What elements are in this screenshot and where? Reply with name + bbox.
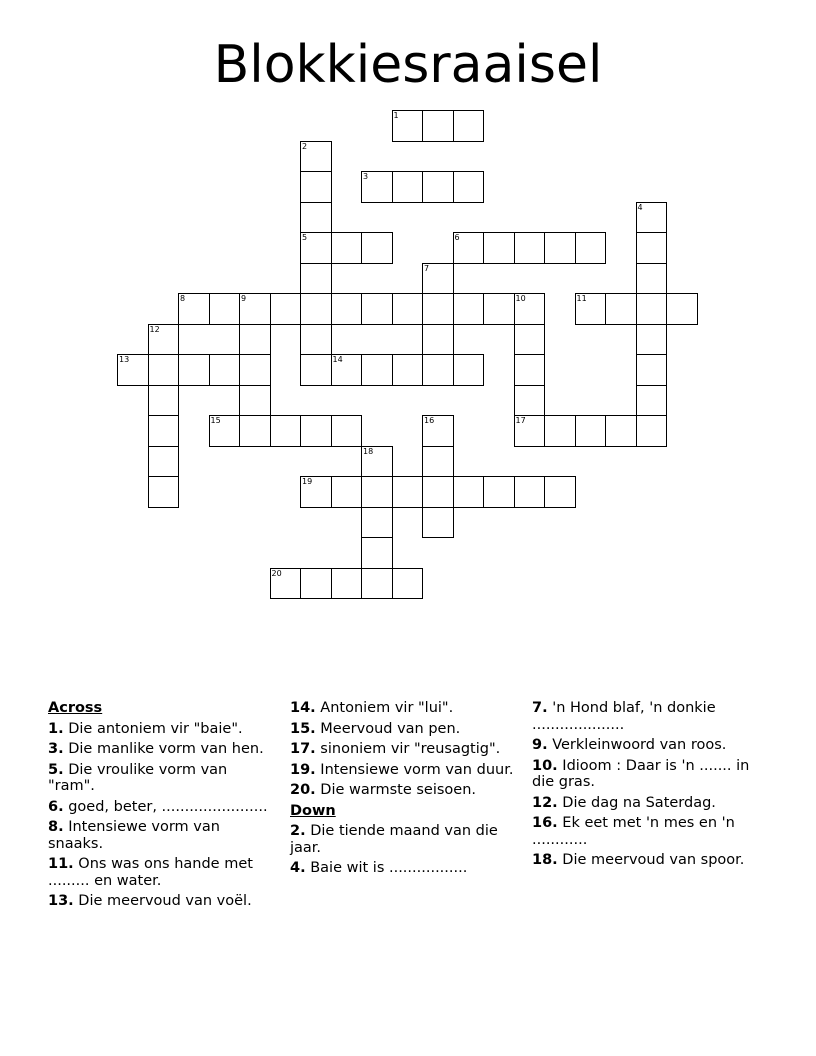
clue-text: Die manlike vorm van hen. (63, 741, 264, 757)
clue-item (48, 893, 278, 910)
clue-item (290, 860, 515, 877)
grid-cell[interactable] (636, 385, 668, 417)
grid-cell[interactable] (361, 476, 393, 508)
cell-number: 11 (576, 294, 587, 303)
clue-text: Die warmste seisoen. (315, 782, 477, 798)
clue-item (290, 823, 515, 856)
grid-cell[interactable] (178, 293, 210, 325)
clue-text: Die antoniem vir "baie". (63, 720, 243, 737)
grid-cell[interactable] (331, 568, 363, 600)
clue-number: 9. (532, 737, 548, 753)
grid-cell[interactable] (453, 354, 485, 386)
grid-cell[interactable] (361, 354, 393, 386)
grid-cell[interactable] (300, 324, 332, 356)
grid-cell[interactable] (392, 476, 424, 508)
grid-cell[interactable] (575, 415, 607, 447)
clue-number: 5. (48, 761, 64, 778)
clue-text: Intensiewe vorm van duur. (315, 761, 514, 778)
cell-number: 3 (363, 172, 369, 181)
cell-number: 1 (393, 111, 399, 120)
clue-item (48, 856, 278, 889)
grid-cell[interactable] (300, 354, 332, 386)
grid-cell[interactable] (361, 507, 393, 539)
clue-text: Ons was ons hande met ......... en water. (48, 856, 253, 889)
grid-cell[interactable] (148, 385, 180, 417)
clue-text: Intensiewe vorm van snaaks. (48, 819, 220, 852)
clue-text: Verkleinwoord van roos. (547, 737, 727, 753)
grid-cell[interactable] (453, 293, 485, 325)
grid-cell[interactable] (392, 293, 424, 325)
cell-number: 14 (332, 355, 343, 364)
cell-number: 7 (424, 263, 430, 273)
clue-number: 4. (290, 860, 306, 876)
grid-cell[interactable] (331, 232, 363, 264)
clue-item (532, 700, 762, 733)
clue-number: 13. (48, 893, 74, 909)
cell-number: 4 (637, 202, 643, 212)
clue-number: 2. (290, 823, 306, 839)
clue-number: 1. (48, 720, 64, 737)
clue-text: Meervoud van pen. (315, 720, 461, 737)
grid-cell[interactable] (605, 293, 637, 325)
clue-number: 15. (290, 720, 316, 737)
grid-cell[interactable] (392, 110, 424, 142)
clues-column-2 (290, 700, 515, 881)
page-title: Blokkiesraaisel (213, 35, 603, 95)
clue-text: Die tiende maand van die jaar. (290, 823, 498, 856)
clue-number: 20. (290, 782, 316, 798)
grid-cell[interactable] (636, 293, 668, 325)
grid-cell[interactable] (453, 476, 485, 508)
grid-cell[interactable] (453, 110, 485, 142)
grid-cell[interactable] (178, 354, 210, 386)
clue-text: Baie wit is ................. (305, 860, 468, 876)
clue-item (48, 762, 278, 795)
clue-item (532, 737, 762, 754)
cell-number: 6 (454, 233, 460, 242)
grid-cell[interactable] (148, 476, 180, 508)
grid-cell[interactable] (483, 476, 515, 508)
cell-number: 2 (302, 141, 308, 151)
cell-number: 17 (515, 416, 526, 425)
grid-cell[interactable] (300, 141, 332, 173)
clue-item (290, 782, 515, 799)
grid-cell[interactable] (361, 232, 393, 264)
grid-cell[interactable] (605, 415, 637, 447)
grid-cell[interactable] (514, 324, 546, 356)
grid-cell[interactable] (514, 232, 546, 264)
grid-cell[interactable] (422, 110, 454, 142)
clue-number: 7. (532, 700, 548, 716)
grid-cell[interactable] (483, 232, 515, 264)
grid-cell[interactable] (544, 476, 576, 508)
grid-cell[interactable] (422, 354, 454, 386)
clue-number: 12. (532, 794, 558, 811)
cell-number: 20 (271, 568, 282, 578)
grid-cell[interactable] (636, 202, 668, 234)
cell-number: 8 (180, 294, 186, 303)
clue-text: Die meervoud van voël. (73, 893, 252, 909)
grid-cell[interactable] (300, 476, 332, 508)
grid-cell[interactable] (148, 324, 180, 356)
clue-number: 14. (290, 700, 316, 716)
grid-cell[interactable] (422, 171, 454, 203)
grid-cell[interactable] (514, 354, 546, 386)
grid-cell[interactable] (422, 324, 454, 356)
grid-cell[interactable] (270, 568, 302, 600)
grid-cell[interactable] (239, 293, 271, 325)
grid-cell[interactable] (361, 446, 393, 478)
clue-number: 17. (290, 741, 316, 757)
clues-column-1 (48, 700, 278, 914)
grid-cell[interactable] (270, 415, 302, 447)
clue-item (290, 762, 515, 779)
grid-cell[interactable] (544, 232, 576, 264)
grid-cell[interactable] (300, 293, 332, 325)
grid-cell[interactable] (422, 415, 454, 447)
grid-cell[interactable] (514, 293, 546, 325)
grid-cell[interactable] (636, 232, 668, 264)
grid-cell[interactable] (300, 232, 332, 264)
grid-cell[interactable] (666, 293, 698, 325)
grid-cell[interactable] (209, 293, 241, 325)
grid-cell[interactable] (453, 232, 485, 264)
clue-item (290, 741, 515, 758)
grid-cell[interactable] (300, 263, 332, 295)
grid-cell[interactable] (239, 385, 271, 417)
clue-text: 'n Hond blaf, 'n donkie .................... (532, 700, 716, 733)
clue-number: 18. (532, 852, 558, 868)
grid-cell[interactable] (514, 476, 546, 508)
down-heading: Down (290, 802, 336, 819)
clue-number: 3. (48, 741, 64, 757)
clue-item (532, 815, 762, 848)
grid-cell[interactable] (514, 415, 546, 447)
grid-cell[interactable] (331, 476, 363, 508)
clue-number: 11. (48, 856, 74, 872)
cell-number: 5 (302, 233, 308, 242)
grid-cell[interactable] (331, 415, 363, 447)
grid-cell[interactable] (422, 476, 454, 508)
grid-cell[interactable] (117, 354, 149, 386)
clue-item (290, 700, 515, 717)
cell-number: 10 (515, 294, 526, 303)
grid-cell[interactable] (483, 293, 515, 325)
clue-item (48, 799, 278, 816)
clue-item (532, 795, 762, 812)
clue-number: 10. (532, 757, 558, 774)
clue-text: sinoniem vir "reusagtig". (315, 741, 501, 757)
grid-cell[interactable] (148, 415, 180, 447)
grid-cell[interactable] (514, 385, 546, 417)
grid-cell[interactable] (300, 171, 332, 203)
grid-cell[interactable] (300, 202, 332, 234)
clue-text: goed, beter, ....................... (63, 798, 268, 815)
grid-cell[interactable] (270, 293, 302, 325)
grid-cell[interactable] (453, 171, 485, 203)
clue-text: Die meervoud van spoor. (557, 852, 745, 868)
cell-number: 9 (241, 294, 247, 303)
clue-text: Die dag na Saterdag. (557, 794, 716, 811)
grid-cell[interactable] (422, 263, 454, 295)
grid-cell[interactable] (331, 293, 363, 325)
grid-cell[interactable] (636, 263, 668, 295)
grid-cell[interactable] (361, 293, 393, 325)
clue-text: Antoniem vir "lui". (315, 700, 454, 716)
grid-cell[interactable] (361, 568, 393, 600)
cell-number: 18 (363, 446, 374, 456)
cell-number: 12 (149, 324, 160, 334)
clue-text: Idioom : Daar is 'n ....... in die gras. (532, 757, 750, 790)
grid-cell[interactable] (392, 171, 424, 203)
clue-item (48, 741, 278, 758)
grid-cell[interactable] (575, 232, 607, 264)
clue-item (532, 852, 762, 869)
cell-number: 19 (302, 477, 313, 486)
across-heading: Across (48, 700, 103, 716)
clue-number: 8. (48, 819, 64, 835)
grid-cell[interactable] (239, 354, 271, 386)
cell-number: 15 (210, 416, 221, 425)
grid-cell[interactable] (331, 354, 363, 386)
grid-cell[interactable] (209, 415, 241, 447)
clue-text: Die vroulike vorm van "ram". (48, 761, 228, 794)
clue-number: 6. (48, 798, 64, 815)
grid-cell[interactable] (636, 415, 668, 447)
clue-number: 19. (290, 761, 316, 778)
clue-item (290, 721, 515, 738)
cell-number: 13 (119, 355, 130, 364)
grid-cell[interactable] (544, 415, 576, 447)
cell-number: 16 (424, 416, 435, 425)
grid-cell[interactable] (636, 354, 668, 386)
grid-cell[interactable] (209, 354, 241, 386)
grid-cell[interactable] (239, 415, 271, 447)
grid-cell[interactable] (422, 507, 454, 539)
grid-cell[interactable] (361, 171, 393, 203)
grid-cell[interactable] (636, 324, 668, 356)
grid-cell[interactable] (239, 324, 271, 356)
clue-item (532, 758, 762, 791)
grid-cell[interactable] (575, 293, 607, 325)
grid-cell[interactable] (300, 415, 332, 447)
grid-cell[interactable] (392, 568, 424, 600)
clues-column-3 (532, 700, 762, 873)
grid-cell[interactable] (148, 354, 180, 386)
clue-item (48, 721, 278, 738)
grid-cell[interactable] (300, 568, 332, 600)
grid-cell[interactable] (361, 537, 393, 569)
grid-cell[interactable] (422, 446, 454, 478)
grid-cell[interactable] (422, 293, 454, 325)
grid-cell[interactable] (148, 446, 180, 478)
grid-cell[interactable] (392, 354, 424, 386)
clue-item (48, 819, 278, 852)
clue-number: 16. (532, 815, 558, 831)
clue-text: Ek eet met 'n mes en 'n ............ (532, 815, 735, 848)
